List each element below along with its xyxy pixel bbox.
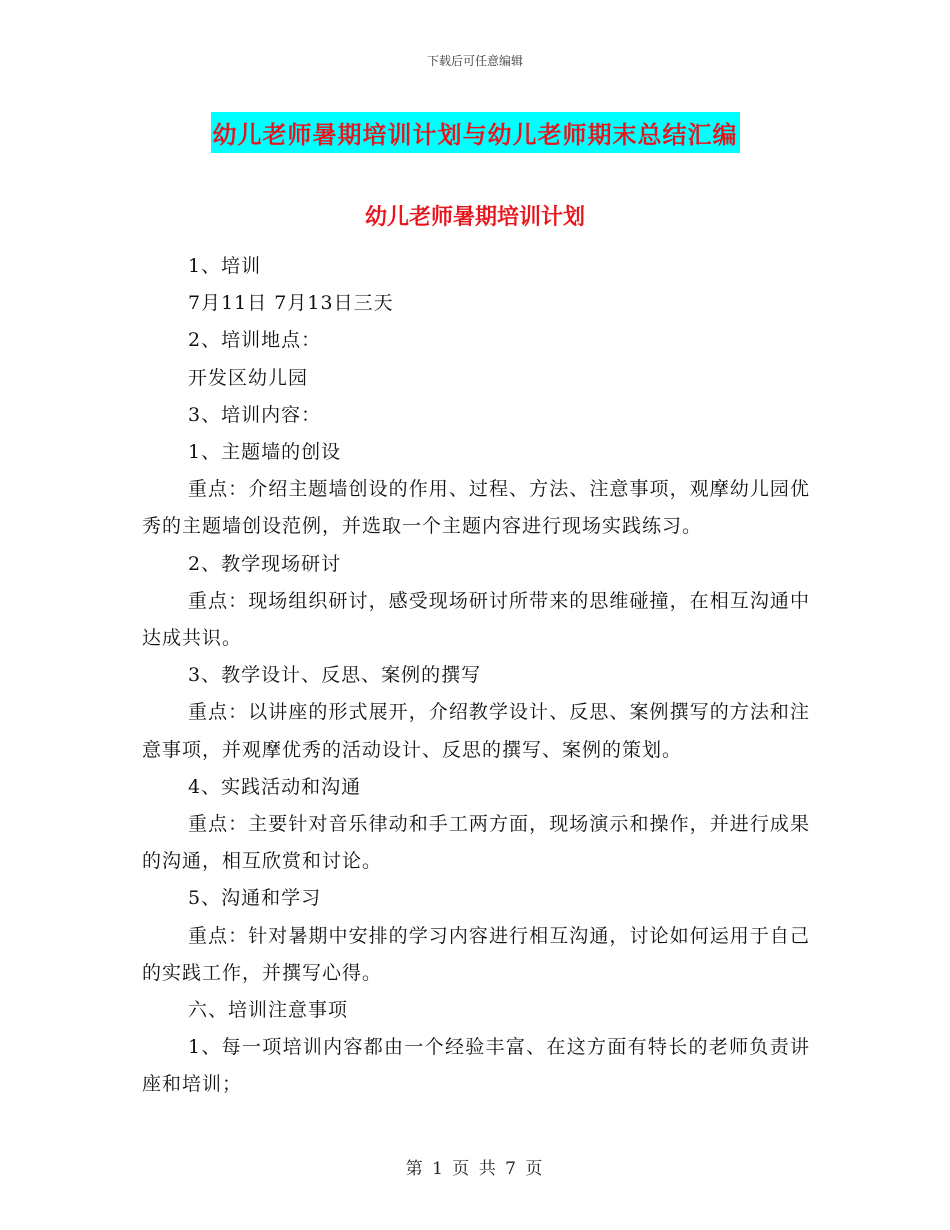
paragraph: 重点：现场组织研讨，感受现场研讨所带来的思维碰撞，在相互沟通中达成共识。 [142,589,810,650]
paragraph: 5、沟通和学习 [188,887,322,910]
paragraph: 3、培训内容： [188,403,322,426]
paragraph: 重点：主要针对音乐律动和手工两方面，现场演示和操作，并进行成果的沟通，相互欣赏和讨论。 [142,813,810,873]
paragraph: 7月11日 7月13日三天 [188,292,394,315]
sub-title: 幼儿老师暑期培训计划 [364,205,585,230]
paragraph: 开发区幼儿园 [188,366,309,389]
paragraph: 2、教学现场研讨 [188,552,342,575]
paragraph: 3、教学设计、反思、案例的撰写 [188,664,482,687]
paragraph: 1、主题墙的创设 [188,441,342,464]
paragraph: 六、培训注意事项 [188,999,349,1022]
paragraph: 重点：以讲座的形式展开，介绍教学设计、反思、案例撰写的方法和注意事项，并观摩优秀的活动设计、反思的撰写、案例的策划。 [142,701,810,761]
main-title: 幼儿老师暑期培训计划与幼儿老师期末总结汇编 [211,112,740,153]
paragraph: 重点：针对暑期中安排的学习内容进行相互沟通，讨论如何运用于自己的实践工作，并撰写心得。 [142,924,810,984]
document-body [142,248,810,1104]
header-note: 下载后可任意编辑 [426,54,523,68]
main-title-wrap [0,112,950,153]
paragraph: 2、培训地点： [188,329,322,352]
page-footer: 第 1 页 共 7 页 [405,1159,545,1179]
paragraph: 4、实践活动和沟通 [188,775,362,798]
paragraph: 1、培训 [188,255,262,277]
paragraph: 重点：介绍主题墙创设的作用、过程、方法、注意事项，观摩幼儿园优秀的主题墙创设范例，并选取一个主题内容进行现场实践练习。 [142,478,810,538]
paragraph: 1、每一项培训内容都由一个经验丰富、在这方面有特长的老师负责讲座和培训； [142,1036,810,1096]
